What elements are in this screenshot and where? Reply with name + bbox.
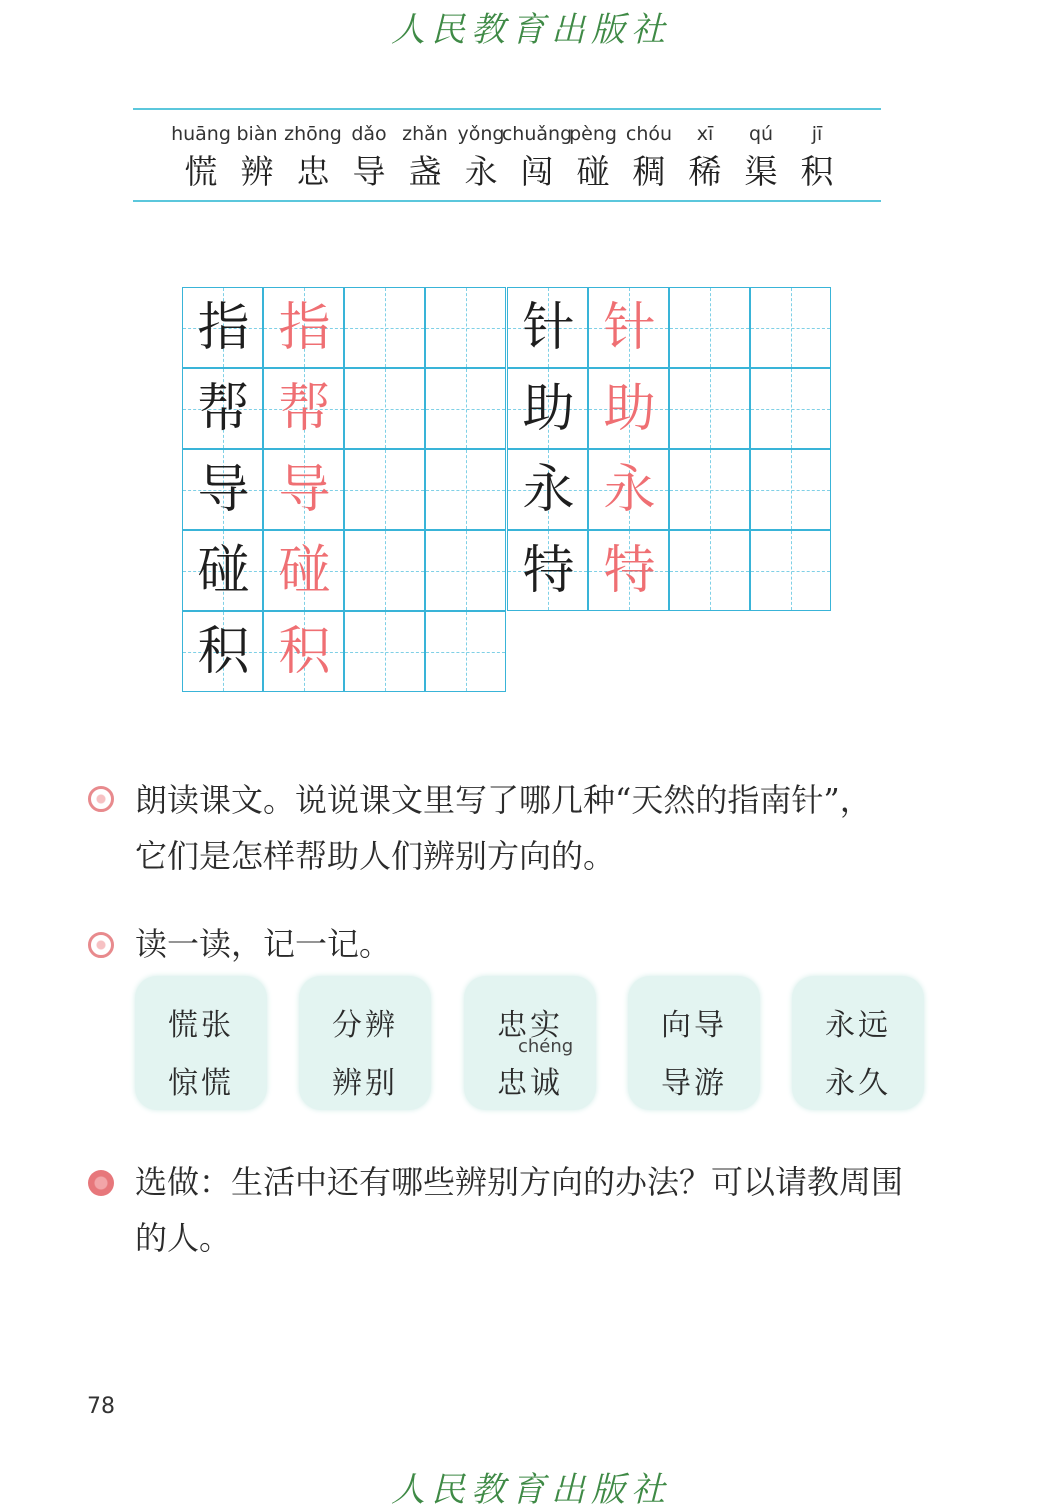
practice-cell-filled: [182, 449, 263, 530]
vocab-char: 闯: [520, 152, 554, 191]
task-line: 朗读课文。说说课文里写了哪几种“天然的指南针”，: [135, 781, 872, 819]
practice-cell-filled: [507, 368, 588, 449]
practice-cell-filled: [507, 287, 588, 368]
practice-cell-empty: [344, 287, 425, 368]
task-instruction: [135, 772, 935, 884]
vocab-pinyin: chóu: [625, 123, 673, 145]
practice-cell-filled: [588, 449, 669, 530]
card-word: 忠诚: [497, 1066, 563, 1101]
vocab-pinyin: qú: [748, 123, 774, 145]
task-bullet-icon: [88, 786, 114, 812]
practice-cell-filled: [182, 368, 263, 449]
vocab-pinyin: huāng: [171, 123, 231, 145]
vocab-pinyin: zhǎn: [402, 123, 448, 145]
model-character: 积: [197, 622, 250, 682]
practice-cell-empty: [750, 368, 831, 449]
vocabulary-band: [133, 108, 881, 202]
practice-cell-empty: [425, 287, 506, 368]
vocab-pinyin: chuǎng: [501, 123, 573, 145]
vocab-char: 永: [464, 152, 498, 191]
page-number: 78: [87, 1394, 115, 1419]
card-word: 辨别: [332, 1066, 398, 1101]
task-line: 读一读，记一记。: [135, 925, 392, 963]
practice-cell-filled: [507, 449, 588, 530]
practice-cell-empty: [425, 368, 506, 449]
task-instruction: [135, 916, 935, 972]
vocab-char: 积: [800, 152, 834, 191]
vocab-char: 稀: [688, 152, 722, 191]
word-card: [135, 976, 267, 1110]
model-character: 助: [522, 379, 575, 439]
task-line: 选做：生活中还有哪些辨别方向的办法？可以请教周围: [135, 1163, 904, 1201]
practice-cell-empty: [669, 287, 750, 368]
trace-character: 帮: [278, 379, 331, 439]
card-pinyin: chéng: [518, 1036, 574, 1057]
card-word: 惊慌: [168, 1066, 234, 1101]
vocab-pinyin: pèng: [569, 123, 617, 145]
card-word: 忠实: [497, 1008, 563, 1043]
card-word: 永远: [825, 1008, 891, 1043]
publisher-logo-top: 人民教育出版社: [391, 10, 671, 50]
word-card: [464, 976, 596, 1110]
vocab-pinyin: jī: [811, 123, 823, 145]
vocab-char: 慌: [184, 152, 218, 191]
model-character: 特: [522, 541, 575, 601]
model-character: 针: [522, 298, 575, 358]
vocab-char: 忠: [296, 152, 330, 191]
model-character: 碰: [197, 541, 250, 601]
card-word: 导游: [661, 1066, 727, 1101]
card-word: 向导: [661, 1008, 727, 1043]
practice-cell-filled: [588, 530, 669, 611]
trace-character: 指: [278, 298, 331, 358]
word-card: [628, 976, 760, 1110]
card-word: 分辨: [332, 1008, 398, 1043]
vocab-char: 导: [352, 152, 386, 191]
vocab-pinyin: biàn: [236, 123, 278, 145]
word-card: [299, 976, 431, 1110]
practice-cell-filled: [588, 368, 669, 449]
practice-cell-filled: [263, 449, 344, 530]
task-line: 的人。: [135, 1219, 232, 1257]
practice-cell-empty: [669, 368, 750, 449]
practice-cell-filled: [263, 368, 344, 449]
practice-cell-empty: [669, 530, 750, 611]
trace-character: 永: [603, 460, 656, 520]
model-character: 指: [197, 298, 250, 358]
trace-character: 积: [278, 622, 331, 682]
trace-character: 特: [603, 541, 656, 601]
vocab-pinyin: zhōng: [284, 123, 342, 145]
vocab-char: 辨: [240, 152, 274, 191]
vocab-char: 碰: [576, 152, 610, 191]
optional-task-bullet-icon: [88, 1170, 114, 1196]
publisher-logo-bottom: 人民教育出版社: [391, 1470, 671, 1510]
practice-cell-filled: [588, 287, 669, 368]
trace-character: 针: [603, 298, 656, 358]
vocab-char: 稠: [632, 152, 666, 191]
card-word: 永久: [825, 1066, 891, 1101]
practice-cell-filled: [182, 287, 263, 368]
practice-cell-empty: [344, 368, 425, 449]
vocab-char: 盏: [408, 152, 442, 191]
practice-cell-filled: [507, 530, 588, 611]
model-character: 导: [197, 460, 250, 520]
practice-cell-filled: [182, 611, 263, 692]
practice-cell-empty: [344, 611, 425, 692]
practice-cell-empty: [669, 449, 750, 530]
practice-cell-empty: [344, 530, 425, 611]
card-word: 慌张: [168, 1008, 234, 1043]
practice-cell-filled: [263, 530, 344, 611]
word-card: [792, 976, 924, 1110]
trace-character: 导: [278, 460, 331, 520]
trace-character: 助: [603, 379, 656, 439]
practice-cell-empty: [750, 530, 831, 611]
practice-cell-empty: [425, 530, 506, 611]
practice-cell-empty: [425, 449, 506, 530]
task-instruction: [135, 1154, 935, 1266]
trace-character: 碰: [278, 541, 331, 601]
practice-cell-empty: [425, 611, 506, 692]
vocab-pinyin: dǎo: [351, 123, 387, 145]
vocab-pinyin: yǒng: [457, 123, 505, 145]
practice-cell-filled: [263, 287, 344, 368]
model-character: 帮: [197, 379, 250, 439]
task-line: 它们是怎样帮助人们辨别方向的。: [135, 837, 616, 875]
practice-cell-filled: [263, 611, 344, 692]
practice-cell-empty: [750, 287, 831, 368]
practice-cell-empty: [344, 449, 425, 530]
task-bullet-icon: [88, 932, 114, 958]
practice-cell-empty: [750, 449, 831, 530]
vocab-char: 渠: [744, 152, 778, 191]
model-character: 永: [522, 460, 575, 520]
vocab-pinyin: xī: [696, 123, 714, 145]
practice-cell-filled: [182, 530, 263, 611]
